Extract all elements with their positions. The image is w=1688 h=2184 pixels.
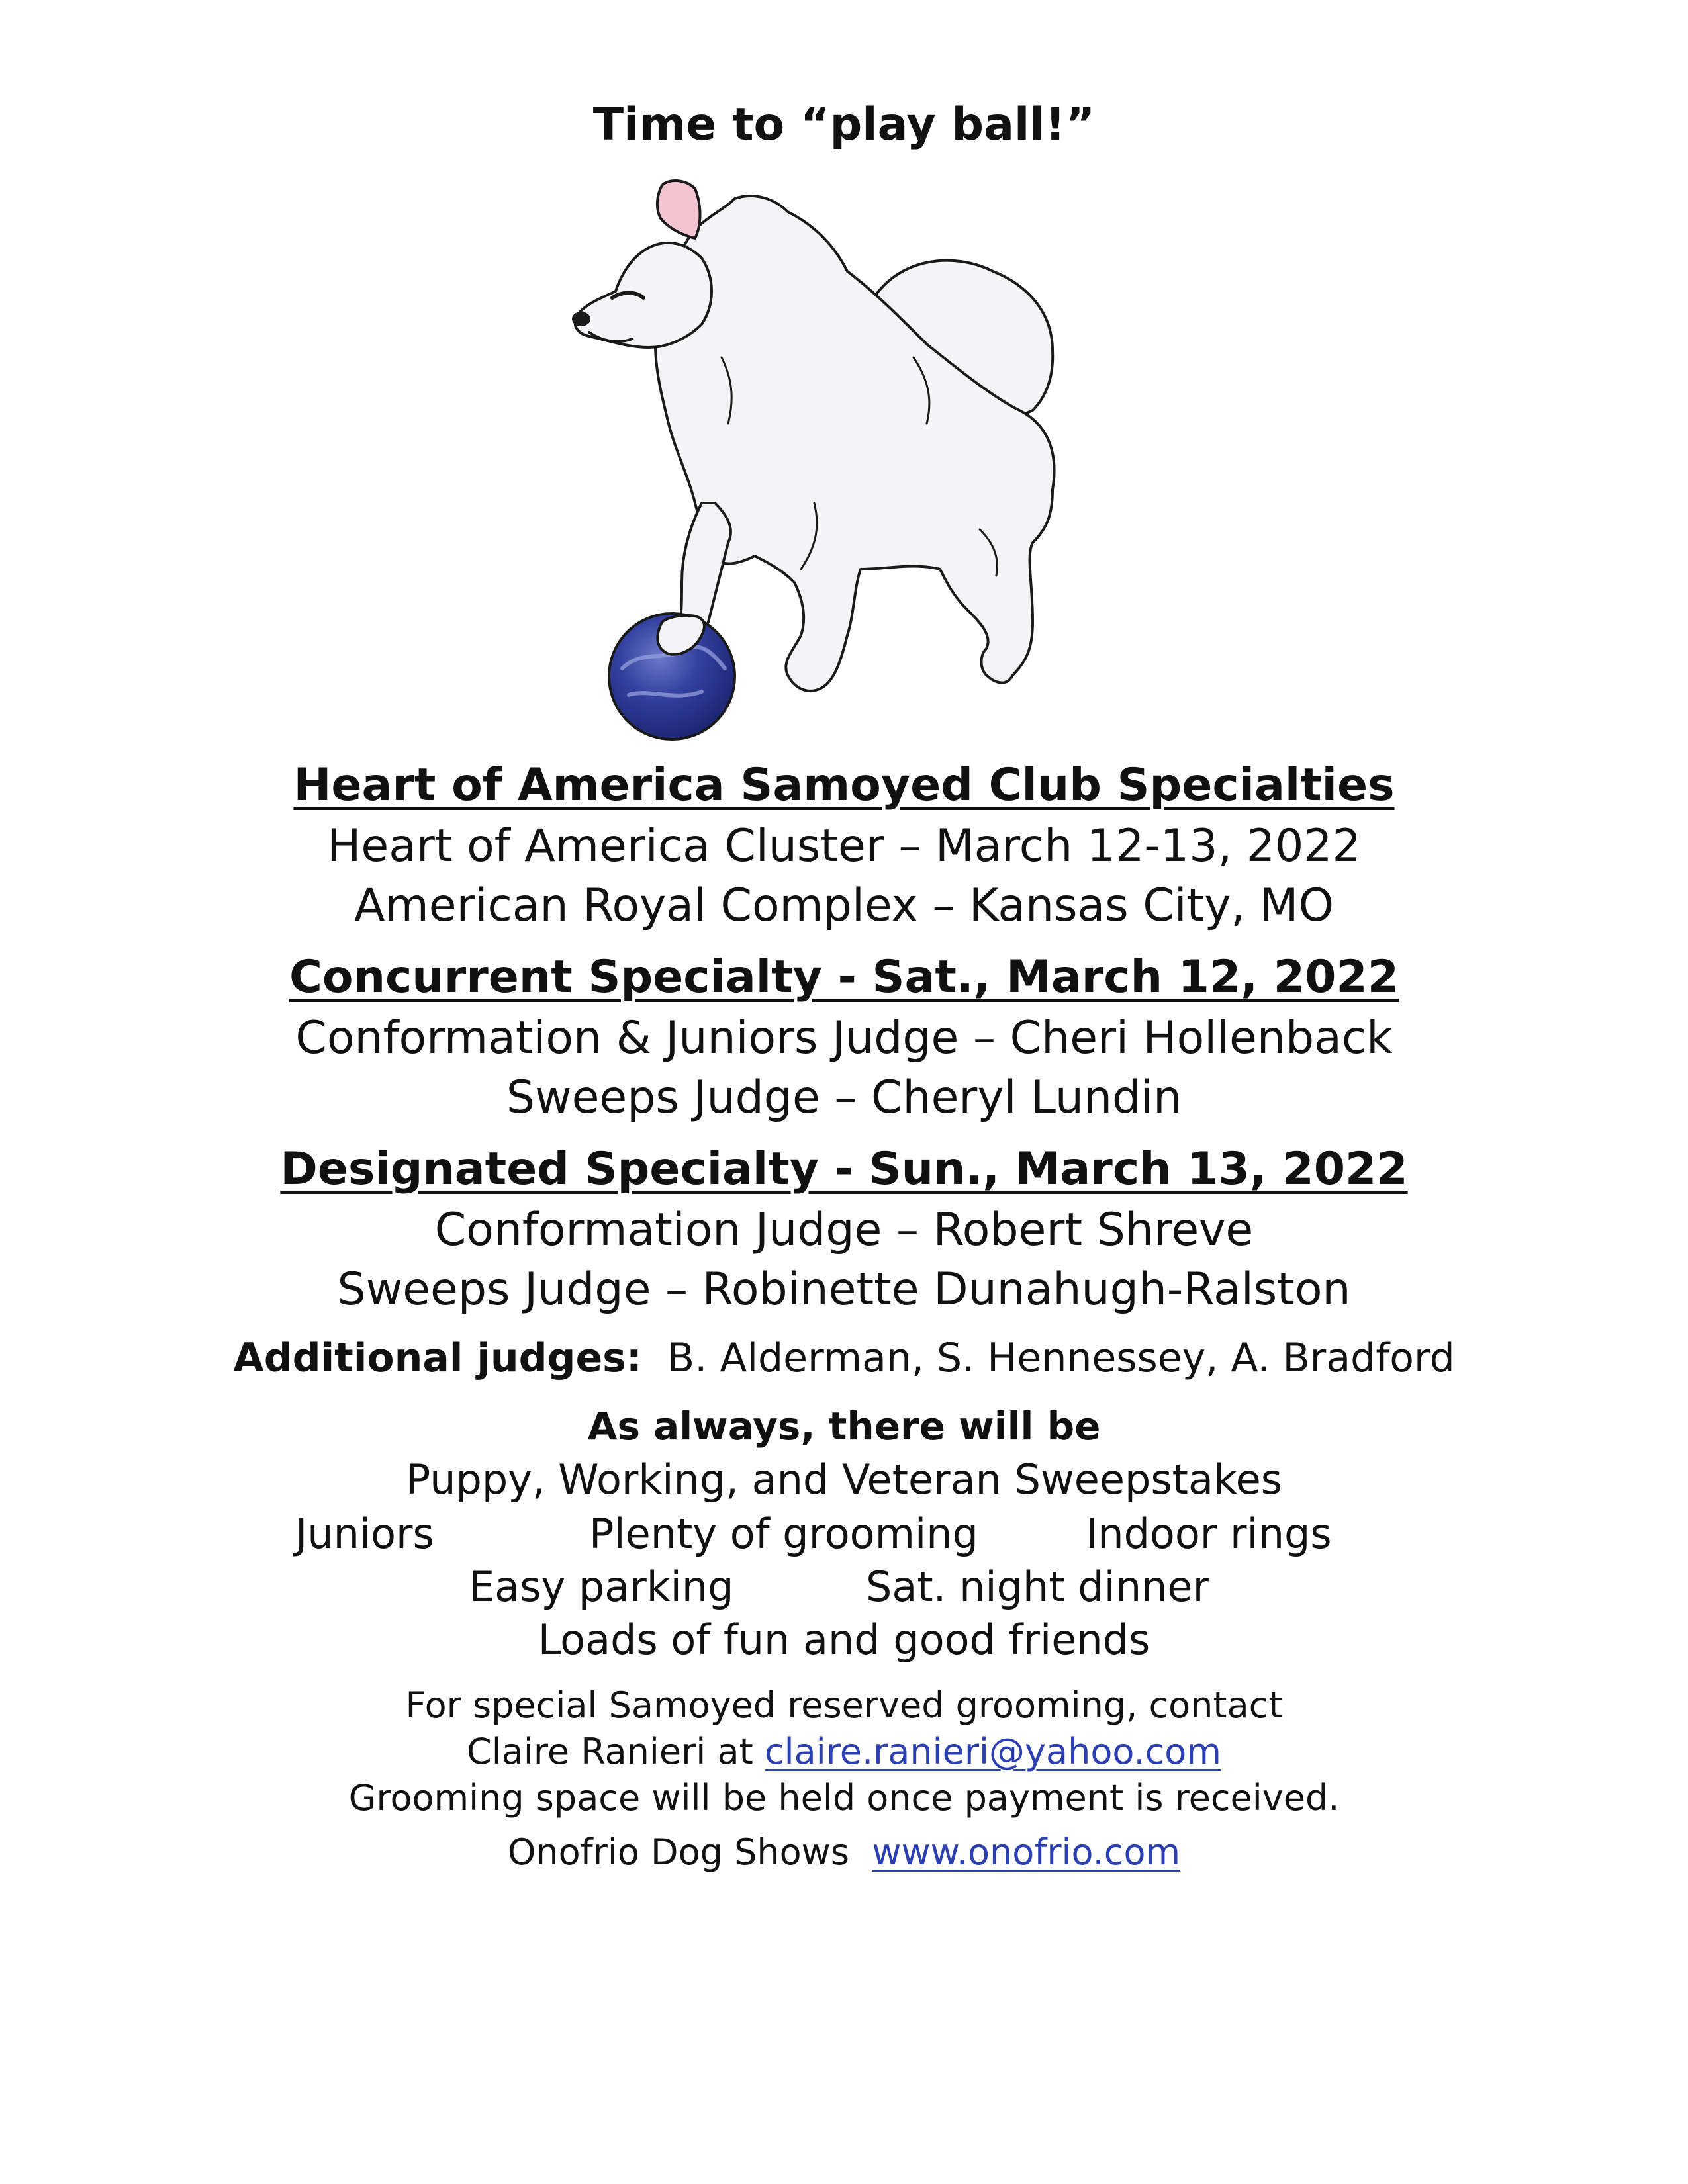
- venue: American Royal Complex – Kansas City, MO: [354, 880, 1334, 932]
- dog-body: [575, 196, 1055, 691]
- onofrio-url-link[interactable]: www.onofrio.com: [872, 1831, 1181, 1873]
- concurrent-conformation-judge: Conformation & Juniors Judge – Cheri Hollenback: [295, 1012, 1393, 1064]
- concurrent-specialty-title: Concurrent Specialty - Sat., March 12, 2022: [289, 951, 1399, 1003]
- designated-sweeps-judge: Sweeps Judge – Robinette Dunahugh-Ralston: [337, 1263, 1351, 1316]
- dog-nose: [572, 312, 590, 326]
- page-title: Time to “play ball!”: [592, 99, 1096, 151]
- onofrio-prefix: Onofrio Dog Shows: [507, 1831, 849, 1873]
- additional-judges: [0, 1336, 1688, 1381]
- designated-conformation-judge: Conformation Judge – Robert Shreve: [434, 1204, 1254, 1256]
- claire-contact: [0, 1731, 1688, 1772]
- additional-judges-names: B. Alderman, S. Hennessey, A. Bradford: [667, 1335, 1455, 1381]
- claire-email-link[interactable]: claire.ranieri@yahoo.com: [764, 1731, 1221, 1772]
- sweepstakes-line: Puppy, Working, and Veteran Sweepstakes: [405, 1455, 1283, 1504]
- grooming-held-line: Grooming space will be held once payment is received.: [348, 1777, 1340, 1819]
- feature-parking: Easy parking: [469, 1563, 734, 1611]
- cluster-dates: Heart of America Cluster – March 12-13, 2022: [327, 820, 1361, 872]
- feature-juniors: Juniors: [295, 1510, 434, 1558]
- samoyed-illustration: [503, 159, 1178, 768]
- dog-ear: [657, 181, 700, 238]
- feature-dinner: Sat. night dinner: [866, 1563, 1210, 1611]
- additional-judges-label: Additional judges:: [233, 1335, 642, 1381]
- closing-line: Loads of fun and good friends: [538, 1615, 1150, 1664]
- features-heading: As always, there will be: [587, 1404, 1101, 1449]
- feature-grooming: Plenty of grooming: [589, 1510, 978, 1558]
- club-title: Heart of America Samoyed Club Specialties: [293, 759, 1395, 811]
- feature-indoor-rings: Indoor rings: [1086, 1510, 1332, 1558]
- dog-head: [575, 243, 712, 347]
- onofrio-line: [0, 1832, 1688, 1873]
- designated-specialty-title: Designated Specialty - Sun., March 13, 2022: [280, 1143, 1408, 1195]
- concurrent-sweeps-judge: Sweeps Judge – Cheryl Lundin: [506, 1071, 1182, 1124]
- claire-prefix: Claire Ranieri at: [467, 1731, 753, 1772]
- grooming-contact-line: For special Samoyed reserved grooming, contact: [405, 1684, 1283, 1726]
